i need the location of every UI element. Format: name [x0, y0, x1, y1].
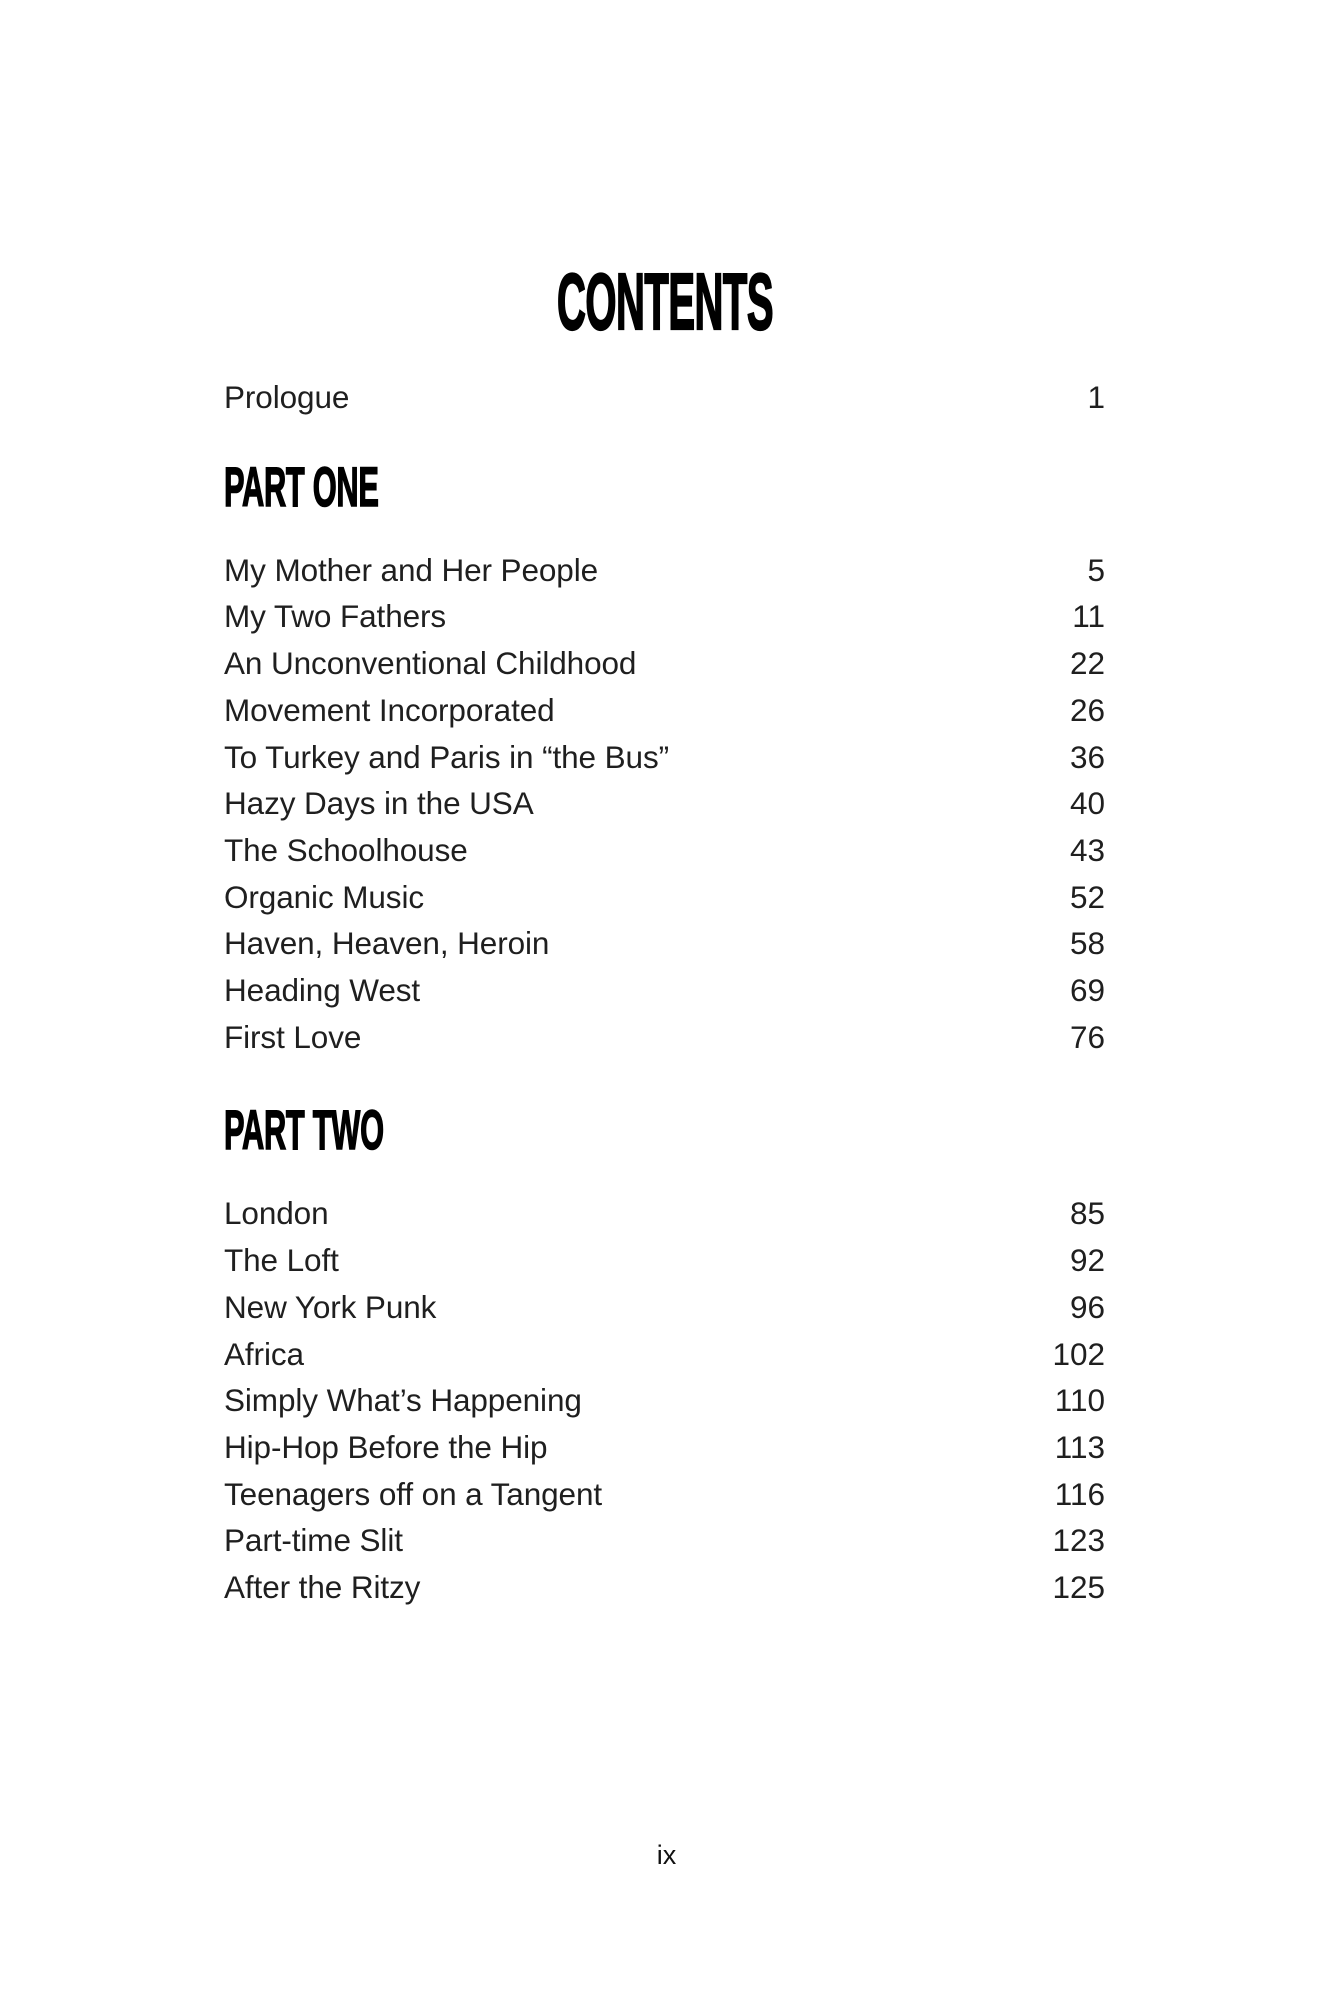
toc-entry-page: 113: [1054, 1428, 1105, 1465]
toc-entry-title: Movement Incorporated: [224, 691, 555, 728]
toc-entry[interactable]: [224, 1424, 1105, 1471]
toc-entry[interactable]: [224, 874, 1105, 921]
toc-entry-page: 123: [1052, 1522, 1105, 1559]
page-title: [224, 257, 1105, 346]
section-heading: [224, 454, 1105, 518]
toc-entry[interactable]: [224, 827, 1105, 874]
toc-entry-page: 96: [1069, 1288, 1105, 1325]
toc-entry-page: 1: [1087, 379, 1105, 415]
toc-entry-title: Heading West: [224, 972, 421, 1009]
toc-entry-page: 110: [1054, 1382, 1105, 1419]
toc-entry[interactable]: [224, 1190, 1105, 1237]
toc-entry-page: 92: [1069, 1242, 1105, 1279]
toc-entry-page: 22: [1069, 645, 1105, 682]
toc-entry[interactable]: [224, 547, 1105, 594]
toc-entry[interactable]: [224, 780, 1105, 827]
toc-entry-title: Africa: [224, 1335, 304, 1372]
toc-entry-title: New York Punk: [224, 1288, 437, 1325]
toc-entry[interactable]: [224, 1284, 1105, 1331]
toc-entry-title: Prologue: [224, 379, 350, 415]
toc-entry[interactable]: [224, 1014, 1105, 1061]
toc-entry[interactable]: [224, 967, 1105, 1014]
toc-entry-title: Teenagers off on a Tangent: [224, 1475, 603, 1512]
toc-entry-title: London: [224, 1195, 329, 1232]
toc-entry[interactable]: [224, 1331, 1105, 1378]
toc-entry-title: An Unconventional Childhood: [224, 645, 637, 682]
toc-entry-title: Part-time Slit: [224, 1522, 403, 1559]
toc-entry[interactable]: [224, 593, 1105, 640]
page-title-label: CONTENTS: [556, 257, 773, 346]
toc-entry-page: 85: [1069, 1195, 1105, 1232]
toc-entry-title: The Schoolhouse: [224, 831, 468, 868]
toc-entry[interactable]: [224, 1471, 1105, 1518]
toc-entry-title: Simply What’s Happening: [224, 1382, 582, 1419]
toc-entry-page: 5: [1087, 551, 1105, 588]
toc-entry-page: 76: [1069, 1018, 1105, 1055]
toc-entry[interactable]: [224, 734, 1105, 781]
toc-entry-title: First Love: [224, 1018, 362, 1055]
toc-entry-title: My Two Fathers: [224, 598, 447, 635]
toc-entry-page: 11: [1072, 598, 1105, 635]
toc-entry-title: Haven, Heaven, Heroin: [224, 925, 550, 962]
toc-entry[interactable]: [224, 1517, 1105, 1564]
toc-entry-page: 58: [1069, 925, 1105, 962]
section-entry-list: [224, 547, 1105, 1061]
toc-entry-title: Hazy Days in the USA: [224, 785, 534, 822]
section-entry-list: [224, 1190, 1105, 1610]
toc-entry-title: The Loft: [224, 1242, 339, 1279]
folio-page-number: ix: [656, 1840, 677, 1870]
toc-entry-page: 69: [1069, 972, 1105, 1009]
toc-column: [224, 0, 1105, 2000]
toc-entry-title: After the Ritzy: [224, 1569, 421, 1606]
toc-entry-title: My Mother and Her People: [224, 551, 599, 588]
toc-entry-page: 102: [1052, 1335, 1105, 1372]
toc-entry[interactable]: [224, 640, 1105, 687]
toc-entry-page: 116: [1054, 1475, 1105, 1512]
toc-entry-page: 36: [1069, 738, 1105, 775]
toc-entry[interactable]: [224, 1564, 1105, 1611]
section-heading-label: PART ONE: [224, 454, 379, 518]
toc-entry-title: Hip-Hop Before the Hip: [224, 1428, 548, 1465]
toc-entry[interactable]: [224, 920, 1105, 967]
toc-entry[interactable]: [224, 1377, 1105, 1424]
section-heading-label: PART TWO: [224, 1098, 384, 1162]
toc-entry-page: 40: [1069, 785, 1105, 822]
toc-entry-title: To Turkey and Paris in “the Bus”: [224, 738, 669, 775]
toc-entry-page: 125: [1052, 1569, 1105, 1606]
section-heading: [224, 1098, 1105, 1162]
toc-entry[interactable]: [224, 1237, 1105, 1284]
toc-entry-title: Organic Music: [224, 878, 425, 915]
toc-entry[interactable]: [224, 687, 1105, 734]
front-matter-list: [224, 374, 1105, 421]
toc-entry-page: 26: [1069, 691, 1105, 728]
toc-entry[interactable]: [224, 374, 1105, 421]
toc-entry-page: 43: [1069, 831, 1105, 868]
toc-entry-page: 52: [1069, 878, 1105, 915]
